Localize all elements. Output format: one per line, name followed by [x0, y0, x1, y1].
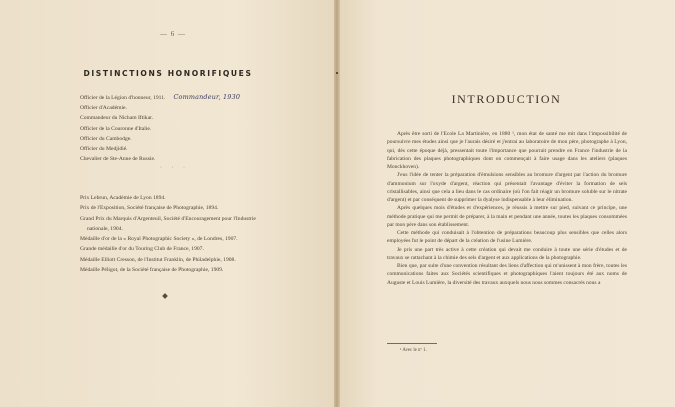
award-item: Grand Prix du Marquis d'Argenteuil, Société d'Encouragement pour l'Industrie: [80, 215, 256, 222]
honor-item: Commandeur du Nicham Iftikar.: [80, 115, 154, 122]
award-item: nationale, 1904.: [87, 225, 123, 232]
honor-item: Chevalier de Ste-Anne de Russie.: [80, 156, 156, 163]
handwritten-note: Commandeur, 1930: [173, 93, 241, 101]
paragraph: Après être sorti de l'Ecole La Martinière, en 1880 ¹, mon état de santé me mit dans l'impossibilité de poursuivre mes études ainsi que je l'aurais désiré et j'entrai au laboratoire de mon père, photographe à Lyon, qui, dès cette époque déjà, pressentait toute l'importance que pourrait prendre en France l'industrie de la fabrication des plaques photographiques dont on commençait à faire usage dans les ateliers (plaques Monckhoven).: [387, 131, 627, 170]
paragraph: Bien que, par suite d'une convention résultant des liens d'affection qui m'unissent à mon frère, toutes les communications faites aux Sociétés scientifiques et photographiques l'aient toujours été aux noms de Auguste et Louis Lumière, la diversité des travaux auxquels nous nous sommes consacrés nous a: [387, 263, 627, 286]
award-item: Médaille Elliott Cresson, de l'Institut Franklin, de Philadelphie, 1908.: [80, 256, 236, 263]
award-item: Médaille Péligot, de la Société française de Photographie, 1909.: [80, 267, 224, 274]
honor-item: Officier de la Couronne d'Italie.: [80, 125, 152, 132]
section-title-distinctions: DISTINCTIONS HONORIFIQUES: [83, 69, 253, 78]
awards-list: [80, 193, 256, 275]
award-item: Prix de l'Exposition, Société française de Photographie, 1894.: [80, 205, 219, 212]
book-gutter: [334, 0, 340, 407]
margin-mark: [336, 72, 338, 74]
honor-item: Officier du Cambodge.: [80, 135, 132, 142]
award-item: Grande médaille d'or du Touring Club de France, 1907.: [80, 246, 204, 253]
page-number: — 6 —: [160, 30, 186, 38]
award-item: Médaille d'or de la « Royal Photographic Society », de Londres, 1907.: [80, 236, 238, 243]
honor-item: Officier d'Académie.: [80, 105, 127, 112]
chapter-title: INTRODUCTION: [451, 92, 562, 107]
footnote: ¹ Avec le nº 1.: [400, 348, 427, 353]
honors-list: [80, 92, 240, 164]
paragraph: Cette méthode qui conduisait à l'obtention de préparations beaucoup plus sensibles que celles alors employées fut le point de départ de la création de l'usine Lumière.: [387, 230, 627, 245]
honor-item: Officier de la Légion d'honneur, 1911. Commandeur, 1930: [80, 93, 241, 101]
footnote-rule: [387, 343, 437, 344]
introduction-body: [387, 130, 627, 287]
honor-item: Officier du Medjidié.: [80, 146, 128, 153]
paragraph: Après quelques mois d'études et d'expériences, je réussis à mettre sur pied, suivant ce principe, une méthode pratique qui me permit de préparer, à la main et pendant une année, toutes les plaques consommées par mon père dans son établissement.: [387, 205, 627, 228]
paragraph: Je pris une part très active à cette création qui devait me conduire à toute une série d'études et de travaux se rattachant à la chimie des sels d'argent et aux applications de la photographie.: [387, 246, 627, 261]
award-item: Prix Lebrun, Académie de Lyon 1894.: [80, 195, 166, 201]
paragraph: J'eus l'idée de tenter la préparation d'émulsions sensibles au bromure d'argent par l'action du bromure d'ammonium sur l'oxyde d'argent, réaction qui présentait l'avantage d'éviter la formation de sels cristallisables, ainsi que cela a lieu dans le cas ordinaire (où l'on fait réagir un bromure soluble sur le nitrate d'argent) et par conséquent de supprimer la dyalyse indispensable à leur élimination.: [387, 172, 627, 203]
separator-dots: · · ·: [160, 165, 189, 171]
